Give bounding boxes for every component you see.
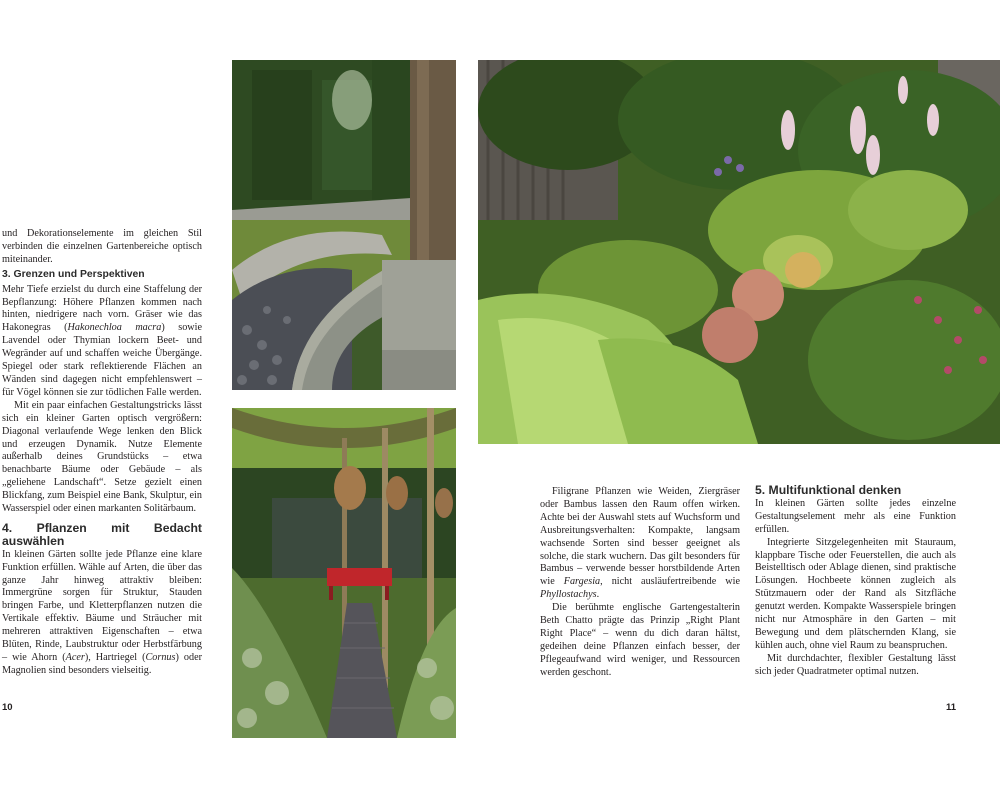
section-3-paragraph-1: Mehr Tiefe erzielst du durch eine Staffelung der Bepflanzung: Höhere Pflanzen kommen nach hinten, niedrigere nach vorn. Gräser wie das Hakonegras (Hakonechloa macra) sowie Lavendel oder Thymian lockern Beet- und Wegränder auf und schaffen weiche Übergänge. Spiegel oder stark reflektierende Flächen an Wänden sind dagegen nicht empfehlenswert – für Vögel können sie zur tödlichen Falle werden.: [2, 283, 202, 398]
page-number-right: 11: [946, 702, 957, 713]
page-number-left: 10: [2, 702, 13, 713]
section-4-heading: 4. Pflanzen mit Bedacht auswählen: [2, 520, 202, 548]
lush-border-planting-photo: [478, 60, 1000, 444]
right-middle-text-column: [540, 486, 740, 680]
section-5-paragraph-3: Mit durchdachter, flexibler Gestaltung lässt sich jeder Quadratmeter optimal nutzen.: [755, 652, 956, 677]
section-4-paragraph: In kleinen Gärten sollte jede Pflanze eine klare Funktion erfüllen. Wähle auf Arten, die über das ganze Jahr hinweg attraktiv bleiben: Immergrüne sorgen für Struktur, Stauden bringen Farbe, und Kletterpflanzen nutzen die Vertikale effektiv. Bäume und Sträucher mit mehreren attraktiven Eigenschaften – etwa Blüten, Rinde, Laubstruktur oder Herbstfärbung – wie Ahorn (Acer), Hartriegel (Cornus) oder Magnolien sind besonders vielseitig.: [2, 548, 202, 676]
section-5-heading: 5. Multifunktional denken: [755, 483, 902, 497]
garden-path-bench-photo: [232, 60, 456, 390]
section-3-paragraph-2: Mit ein paar einfachen Gestaltungstricks lässt sich ein kleiner Garten optisch vergrößern: Diagonal verlaufende Wege lenken den Blick und erzeugen Dynamik. Nutze Elemente außerhalb deines Grundstücks – etwa benachbarte Bäume oder Gebäude – als „geliehene Landschaft“. Setze gezielt einen Blickfang, zum Beispiel eine Bank, Skulptur, ein Wasserspiel oder einen markanten Solitärbaum.: [2, 399, 202, 515]
section-5-paragraph-1: In kleinen Gärten sollte jedes einzelne Gestaltungselement mehr als eine Funktion erfüllen.: [755, 497, 956, 535]
delicate-plants-paragraph: Filigrane Pflanzen wie Weiden, Ziergräser oder Bambus lassen den Raum offen wirken. Achte bei der Auswahl stets auf Wuchsform und Ausbreitungsverhalten: Kompakte, langsam wachsende Sorten sind besser geeignet als solche, die stark wuchern. Das gilt besonders für Bambus – verwende besser horstbildende Arten wie Fargesia, nicht ausläufertreibende wie Phyllostachys.: [540, 486, 740, 601]
section-3-heading: 3. Grenzen und Perspektiven: [2, 268, 145, 280]
intro-paragraph: und Dekorationselemente im gleichen Stil verbinden die einzelnen Gartenbereiche optisch miteinander.: [2, 228, 202, 265]
section-5-paragraph-2: Integrierte Sitzgelegenheiten mit Stauraum, klappbare Tische oder Feuerstellen, die auch als Beistelltisch oder Ablage dienen, sind praktische Lösungen. Hochbeete können zugleich als Stützmauern oder der Rand als Sitzfläche genutzt werden. Kompakte Wasserspiele bringen nicht nur Atmosphäre in den Garten – mit Bewegung und dem plätschernden Klang, sie kühlen auch, ohne viel Raum zu beanspruchen.: [755, 536, 956, 651]
right-text-column: [755, 484, 956, 679]
beth-chatto-paragraph: Die berühmte englische Gartengestalterin Beth Chatto prägte das Prinzip „Right Plant Right Place“ – wenn du dich daran hältst, gedeihen deine Pflanzen einfach besser, der Pflegeaufwand wird weniger, und Ressourcen werden geschont.: [540, 602, 740, 678]
left-text-column: [2, 228, 202, 678]
pergola-red-bench-photo: [232, 408, 456, 738]
